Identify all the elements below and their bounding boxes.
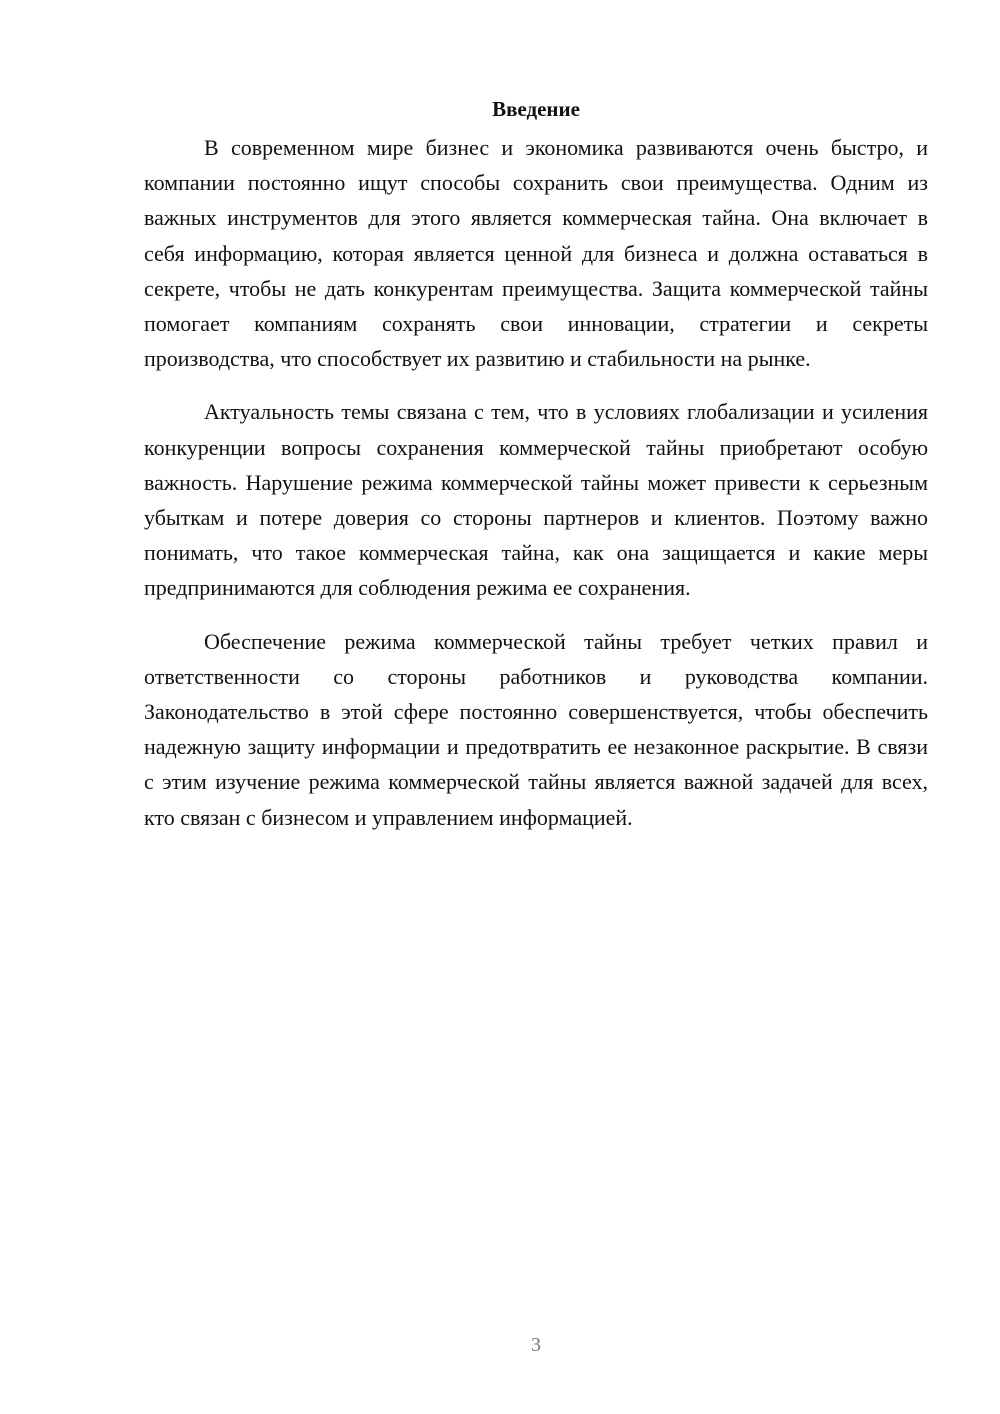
section-heading: Введение: [492, 97, 580, 121]
paragraph-intro: В современном мире бизнес и экономика развиваются очень быстро, и компании постоянно ищут способы сохранить свои преимущества. Одним из важных инструментов для этого является коммерческая тайна. Она включает в себя информацию, которая является ценной для бизнеса и должна оставаться в секрете, чтобы не дать конкурентам преимущества. Защита коммерческой тайны помогает компаниям сохранять свои инновации, стратегии и секреты производства, что способствует их развитию и стабильности на рынке.: [144, 135, 928, 372]
page-content: [144, 92, 928, 853]
page-number: 3: [531, 1334, 541, 1356]
paragraph-regime: Обеспечение режима коммерческой тайны требует четких правил и ответственности со стороны работников и руководства компании. Законодательство в этой сфере постоянно совершенствуется, чтобы обеспечить надежную защиту информации и предотвратить ее незаконное раскрытие. В связи с этим изучение режима коммерческой тайны является важной задачей для всех, кто связан с бизнесом и управлением информацией.: [144, 628, 928, 830]
paragraph-relevance: Актуальность темы связана с тем, что в условиях глобализации и усиления конкуренции вопросы сохранения коммерческой тайны приобретают особую важность. Нарушение режима коммерческой тайны может привести к серьезным убыткам и потере доверия со стороны партнеров и клиентов. Поэтому важно понимать, что такое коммерческая тайна, как она защищается и какие меры предпринимаются для соблюдения режима ее сохранения.: [144, 399, 928, 601]
